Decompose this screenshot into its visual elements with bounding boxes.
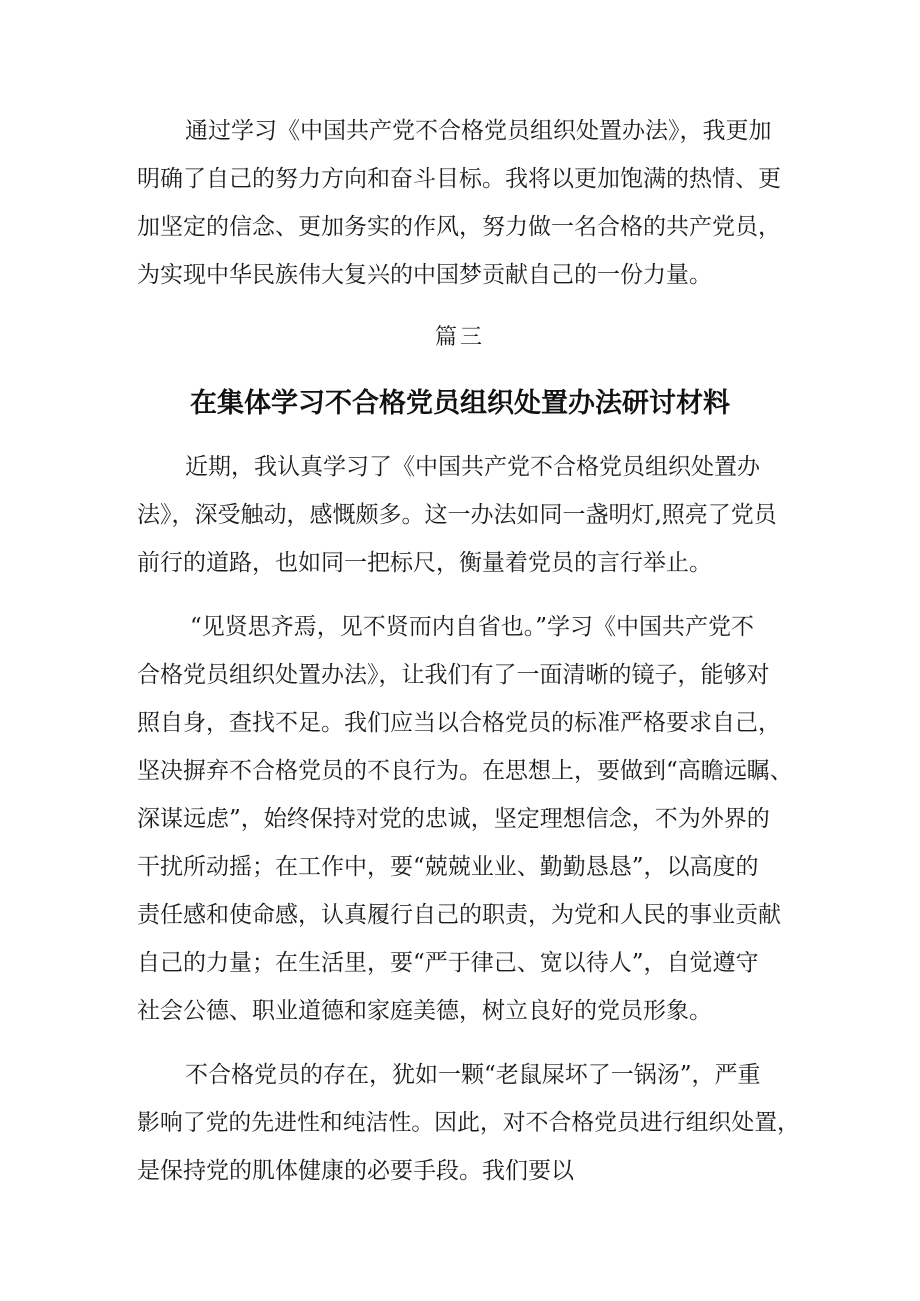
paragraph-1-line-3: 加坚定的信念、更加务实的作风，努力做一名合格的共产党员， [137,214,781,240]
paragraph-4-line-2: 影响了党的先进性和纯洁性。因此，对不合格党员进行组织处置， [137,1110,800,1136]
section-label: 篇三 [434,325,485,350]
paragraph-3-line-2: 合格党员组织处置办法》，让我们有了一面清晰的镜子，能够对 [137,662,770,688]
paragraph-3-line-3: 照自身，查找不足。我们应当以合格党员的标准严格要求自己， [137,710,781,736]
paragraph-2-line-3: 前行的道路，也如同一把标尺，衡量着党员的言行举止。 [137,550,712,576]
paragraph-2-line-1: 近期，我认真学习了《中国共产党不合格党员组织处置办 [185,454,760,480]
paragraph-3-line-4: 坚决摒弃不合格党员的不良行为。在思想上，要做到“高瞻远瞩、 [137,758,793,784]
paragraph-3-line-6: 干扰所动摇；在工作中，要“兢兢业业、勤勤恳恳”，以高度的 [137,854,759,880]
paragraph-4-line-1: 不合格党员的存在，犹如一颗“老鼠屎坏了一锅汤”，严重 [185,1062,761,1088]
paragraph-3-line-5: 深谋远虑”，始终保持对党的忠诚，坚定理想信念，不为外界的 [137,806,770,832]
paragraph-4-line-3: 是保持党的肌体健康的必要手段。我们要以 [137,1158,574,1184]
paragraph-3-line-1: “见贤思齐焉，见不贤而内自省也。”学习《中国共产党不 [190,614,755,640]
paragraph-2-line-2: 法》，深受触动，感慨颇多。这一办法如同一盏明灯,照亮了党员 [137,502,777,528]
paragraph-3-line-8: 自己的力量；在生活里，要“严于律己、宽以待人”，自觉遵守 [137,950,759,976]
paragraph-3-line-7: 责任感和使命感，认真履行自己的职责，为党和人民的事业贡献 [137,902,781,928]
paragraph-1-line-1: 通过学习《中国共产党不合格党员组织处置办法》，我更加 [185,118,772,144]
paragraph-3-line-9: 社会公德、职业道德和家庭美德，树立良好的党员形象。 [137,998,712,1024]
paragraph-1-line-4: 为实现中华民族伟大复兴的中国梦贡献自己的一份力量。 [137,262,712,288]
section-title: 在集体学习不合格党员组织处置办法研讨材料 [190,388,730,419]
paragraph-1-line-2: 明确了自己的努力方向和奋斗目标。我将以更加饱满的热情、更 [137,166,781,192]
